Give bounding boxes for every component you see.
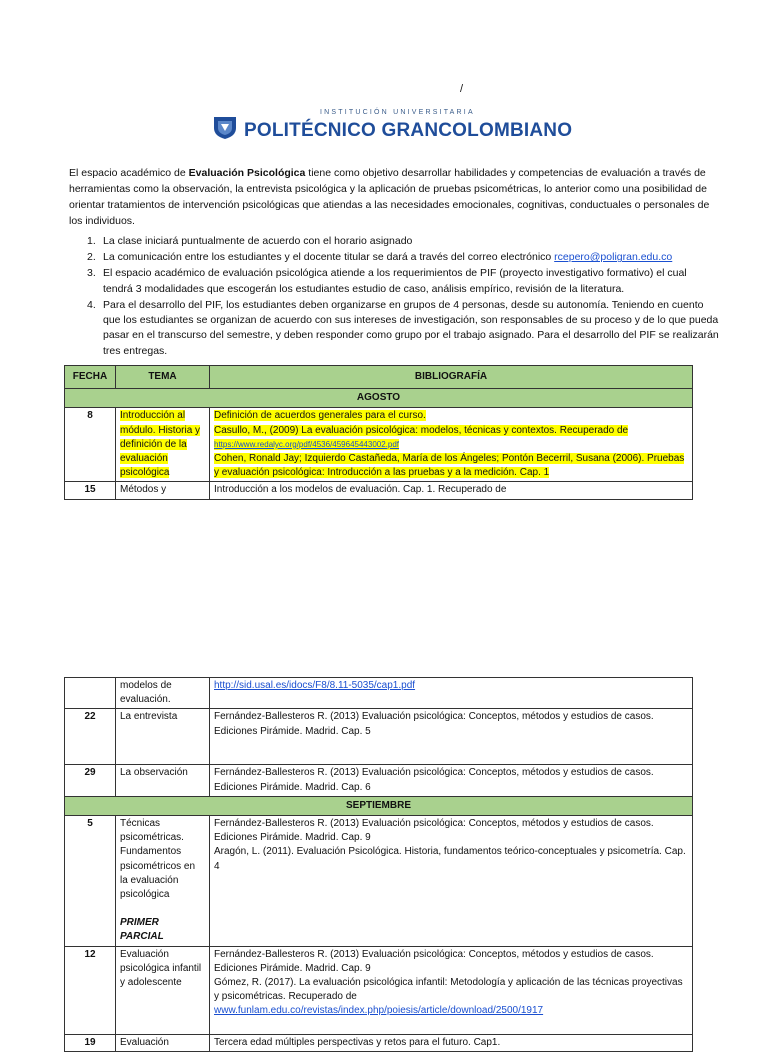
rule-item: 1. La clase iniciará puntualmente de acuerdo con el horario asignado xyxy=(87,235,413,247)
table-row: 29 La observación Fernández-Ballesteros R. (2013) Evaluación psicológica: Conceptos, métodos y estudios de casos. Ediciones Pirámide. Madrid. Cap. 6 xyxy=(65,765,693,796)
schedule-table-part-2 xyxy=(64,677,693,1052)
email-link[interactable]: rcepero@poligran.edu.co xyxy=(554,251,673,264)
header-bibliografia: BIBLIOGRAFÍA xyxy=(210,366,693,389)
exam-label: PRIMER PARCIAL xyxy=(120,917,164,943)
table-row: 22 La entrevista Fernández-Ballesteros R. (2013) Evaluación psicológica: Conceptos, métodos y estudios de casos. Ediciones Pirámide. Madrid. Cap. 5 xyxy=(65,709,693,765)
logo-title: POLITÉCNICO GRANCOLOMBIANO xyxy=(244,120,573,141)
schedule-table-part-1 xyxy=(64,365,693,500)
month-row: SEPTIEMBRE xyxy=(65,796,693,815)
month-row: AGOSTO xyxy=(65,389,693,408)
header-tema: TEMA xyxy=(116,366,210,389)
rules-list xyxy=(69,234,719,360)
institution-logo xyxy=(212,106,573,142)
intro-paragraph: El espacio académico de Evaluación Psicológica tiene como objetivo desarrollar habilidades y competencias de evaluación a través de herramientas como la observación, la entrevista psicológica y la aplicación de pruebas psicométricas, lo anterior como una posibilidad de orientar tratamientos de intervención psicológicas que atiendas a las necesidades emocionales, cognitivas, conductuales o personales de los individuos. xyxy=(69,167,710,227)
rule-item: 4. Para el desarrollo del PIF, los estudiantes deben organizarse en grupos de 4 personas, desde su autonomía. Teniendo en cuento que los estudiantes se organizan de acuerdo con sus intereses de investigación, son responsables de su proceso y de lo que pueda pasar en el transcurso del semestre, y deben responder como grupo por el trabajo asignado. Para el desarrollo del PIF se realizarán tres entregas. xyxy=(87,298,719,357)
shield-icon xyxy=(212,114,238,140)
usal-link[interactable]: http://sid.usal.es/idocs/F8/8.11-5035/cap1.pdf xyxy=(214,680,416,691)
table-row: 8 Introducción al módulo. Historia y definición de la evaluación psicológica Definición de acuerdos generales para el curso. Casullo, M., (2009) La evaluación psicológica: modelos, técnicas y contextos. Recuperado de https://www.redalyc.org/pdf/4536/459645443002.pdf Cohen, Ronald Jay; Izquierdo Castañeda, María de los Ángeles; Pontón Becerril, Susana (2006). Pruebas y evaluación psicológica: Introducción a las pruebas y a la medición. Cap. 1 xyxy=(65,408,693,482)
table-row: modelos de evaluación. http://sid.usal.es/idocs/F8/8.11-5035/cap1.pdf xyxy=(65,678,693,709)
course-name: Evaluación Psicológica xyxy=(188,167,306,179)
page-marker: / xyxy=(460,83,464,95)
redalyc-link[interactable]: https://www.redalyc.org/pdf/4536/459645443002.pdf xyxy=(214,439,400,449)
table-row: 5 Técnicas psicométricas. Fundamentos psicométricos en la evaluación psicológica PRIMER PARCIAL Fernández-Ballesteros R. (2013) Evaluación psicológica: Conceptos, métodos y estudios de casos. Ediciones Pirámide. Madrid. Cap. 9 Aragón, L. (2011). Evaluación Psicológica. Historia, fundamentos teórico-conceptuales y psicometría. Cap. 4 xyxy=(65,815,693,946)
rule-item: 3. El espacio académico de evaluación psicológica atiende a los requerimientos de PIF (proyecto investigativo formativo) el cual tendrá 3 modalidades que escogerán los estudiantes estudio de caso, análisis empírico, revisión de la literatura. xyxy=(87,267,687,295)
header-fecha: FECHA xyxy=(65,366,116,389)
rule-item: 2. La comunicación entre los estudiantes y el docente titular se dará a través del correo electrónico rcepero@poligran.edu.co xyxy=(87,251,673,264)
funlam-link[interactable]: www.funlam.edu.co/revistas/index.php/poiesis/article/download/2500/1917 xyxy=(214,1005,544,1017)
table-row: 15 Métodos y Introducción a los modelos de evaluación. Cap. 1. Recuperado de xyxy=(65,482,693,499)
table-row: 19 Evaluación Tercera edad múltiples perspectivas y retos para el futuro. Cap1. xyxy=(65,1034,693,1051)
logo-subtitle: INSTITUCIÓN UNIVERSITARIA xyxy=(320,109,475,116)
table-row: 12 Evaluación psicológica infantil y adolescente Fernández-Ballesteros R. (2013) Evaluación psicológica: Conceptos, métodos y estudios de casos. Ediciones Pirámide. Madrid. Cap. 9 Gómez, R. (2017). La evaluación psicológica infantil: Metodología y aplicación de las técnicas proyectivas y psicométricas. Recuperado de www.funlam.edu.co/revistas/index.php/poiesis/article/download/2500/1917 xyxy=(65,946,693,1034)
